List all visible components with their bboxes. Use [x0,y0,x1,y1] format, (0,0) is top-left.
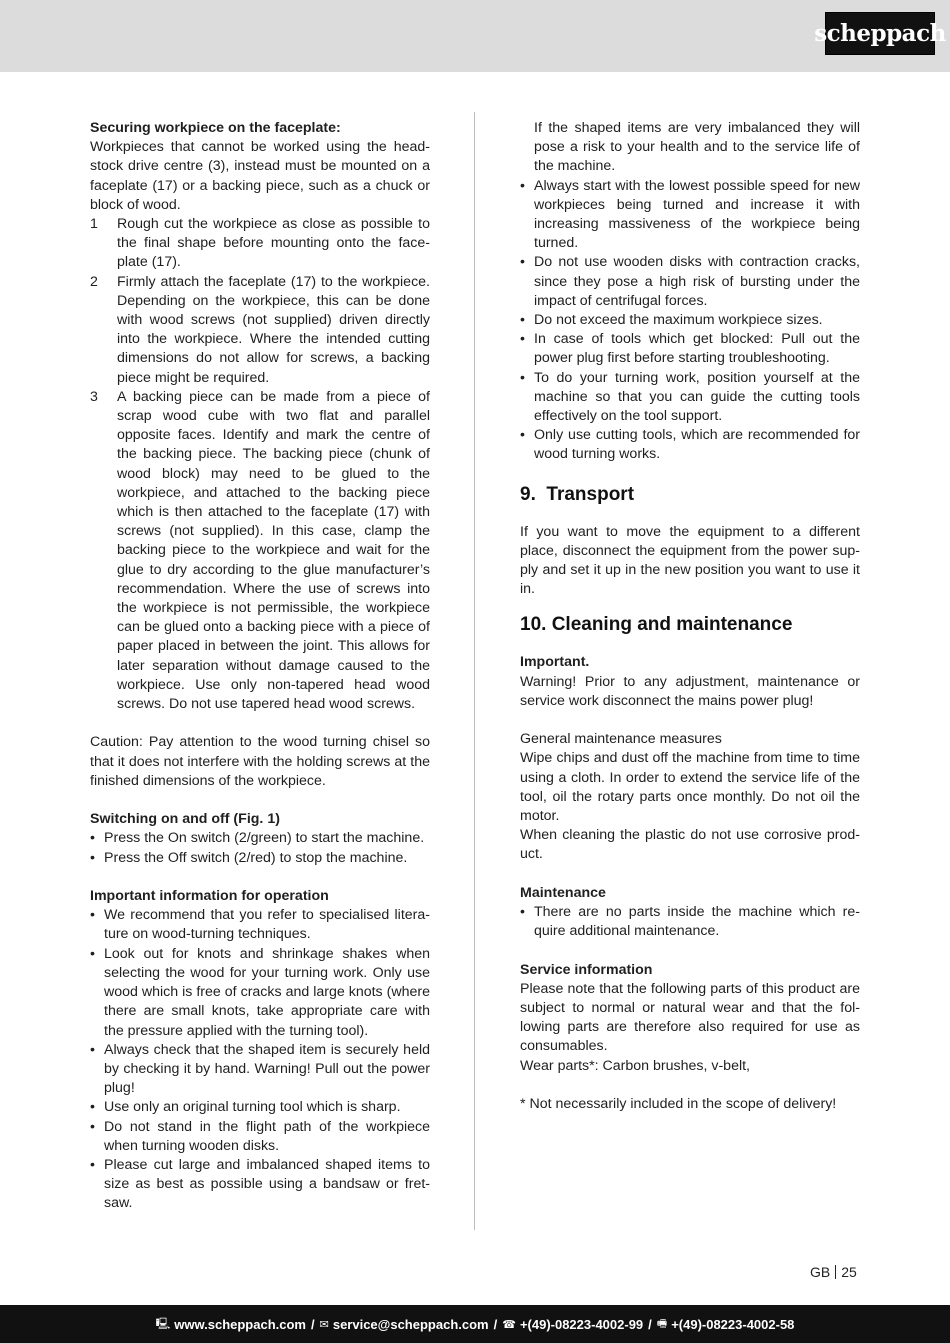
mail-icon: ✉ [319,1317,329,1331]
footer-separator: / [648,1316,652,1332]
important-heading: Important information for operation [90,888,329,905]
caution-text: Caution: Pay attention to the wood turning chisel so that it does not interfere with the holding screws at the finished dimensions of the workpiece. [90,734,430,789]
computer-icon: 🖳 [155,1316,171,1330]
maintenance-heading: Maintenance [520,884,606,901]
list-item: • Do not exceed the maximum workpiece sizes. [520,311,860,330]
general-text: Wipe chips and dust off the machine from time to time using a cloth. In order to extend the service life of the tool, oil the rotary parts once monthly. Do not oil the motor. [520,750,860,825]
switching-heading: Switching on and off (Fig. 1) [90,811,280,828]
securing-intro: Workpieces that cannot be worked using the head-stock drive centre (3), instead must be mounted on a faceplate (17) or a backing piece, such as a chuck or block of wood. [90,139,430,213]
cleaning-title: 10. Cleaning and maintenance [520,614,793,636]
right-column [520,119,860,1114]
warning-text: Warning! Prior to any adjustment, maintenance or service work disconnect the mains power plug! [520,673,860,709]
footer-separator: / [311,1316,315,1332]
list-item: • Look out for knots and shrinkage shakes when selecting the wood for your turning work. Only use wood which is free of cracks and large knots (where there are small knots, take appropriate care with the pressure applied with the turning tool). [90,945,430,1041]
bullet-icon: • [90,1041,95,1058]
page-num: 25 [841,1264,857,1280]
page-lang: GB [810,1264,831,1280]
footer-bar [0,1305,950,1343]
bullet-icon: • [520,177,525,194]
bullet-icon: • [520,312,525,329]
list-item: • To do your turning work, position yourself at the machine so that you can guide the cutting tools effectively on the tool support. [520,369,860,427]
bullet-icon: • [90,849,95,866]
step-number: 2 [90,273,98,290]
bullet-icon: • [520,369,525,386]
list-item [90,388,430,714]
header-bar [0,0,950,72]
footnote-text: * Not necessarily included in the scope of delivery! [520,1096,837,1113]
service-text: Please note that the following parts of this product are subject to normal or natural wear and that the fol-lowing parts are therefore also required for use as consumables. [520,980,860,1055]
list-item: • Please cut large and imbalanced shaped items to size as best as possible using a bandsaw or fret-saw. [90,1156,430,1214]
website-link[interactable]: www.scheppach.com [174,1316,306,1332]
step-number: 1 [90,216,98,233]
list-item [90,215,430,273]
left-column [90,119,430,1214]
bullet-icon: • [520,331,525,348]
page-number [810,1264,857,1280]
list-item: • There are no parts inside the machine which re-quire additional maintenance. [520,903,860,941]
bullet-icon: • [90,830,95,847]
phone-icon: ☎ [502,1317,516,1331]
bullet-icon: • [90,907,95,924]
list-item: • We recommend that you refer to specialised litera-ture on wood-turning techniques. [90,906,430,944]
bullet-icon: • [520,904,525,921]
transport-text: If you want to move the equipment to a different place, disconnect the equipment from the power sup-ply and set it up in the new position you want to use it in. [520,523,860,598]
phone-number: +(49)-08223-4002-99 [519,1316,644,1332]
fax-icon: 🖷 [656,1316,668,1330]
bullet-icon: • [90,1118,95,1135]
email-link[interactable]: service@scheppach.com [332,1316,489,1332]
bullet-icon: • [90,1156,95,1173]
list-item: • In case of tools which get blocked: Pull out the power plug first before starting troubleshooting. [520,330,860,368]
column-divider [474,112,475,1230]
step-text: A backing piece can be made from a piece of scrap wood cube with two flat and parallel opposite faces. Identify and mark the centre of the backing piece. The backing piece (chunk of wood block) may need to be glued to the workpiece, and attached to the backing piece which is then attached to the faceplate (17) with screws (not supplied). In this case, clamp the backing piece to the workpiece and wait for the glue to dry according to the glue manufacturer’s recommendation. Where the use of screws into the workpiece is not permissible, the workpiece can be glued onto a backing piece with a piece of paper placed in between the joint. This allows for later separation without damage caused to the workpiece. Use only non-tapered head wood screws. Do not use tapered head wood screws. [117,388,430,713]
page-separator [835,1265,836,1279]
wear-parts-text: Wear parts*: Carbon brushes, v-belt, [520,1057,750,1074]
bullet-icon: • [90,945,95,962]
scheppach-logo: scheppach [825,12,935,55]
list-item: • Press the Off switch (2/red) to stop the machine. [90,849,430,868]
transport-title: 9. Transport [520,483,635,505]
list-item: • Only use cutting tools, which are recommended for wood turning works. [520,426,860,464]
service-heading: Service information [520,961,653,978]
bullet-icon: • [520,427,525,444]
continued-text: If the shaped items are very imbalanced they will pose a risk to your health and to the service life of the machine. [534,120,860,175]
step-text: Rough cut the workpiece as close as possible to the final shape before mounting onto the face-plate (17). [117,216,430,271]
fax-number: +(49)-08223-4002-58 [671,1316,795,1332]
step-number: 3 [90,388,98,405]
list-item: • Always start with the lowest possible speed for new workpieces being turned and increase it with increasing massiveness of the workpiece being turned. [520,177,860,254]
plastic-text: When cleaning the plastic do not use corrosive prod-uct. [520,827,860,863]
step-text: Firmly attach the faceplate (17) to the workpiece. Depending on the workpiece, this can be done with wood screws (not supplied) driven directly into the workpiece. Where the intended cutting dimensions do not allow for screws, a backing piece might be required. [117,273,430,386]
bullet-icon: • [520,254,525,271]
list-item [90,273,430,388]
list-item: • Do not use wooden disks with contraction cracks, since they pose a high risk of bursting under the impact of centrifugal forces. [520,253,860,311]
footer-separator: / [493,1316,498,1332]
bullet-icon: • [90,1099,95,1116]
list-item: • Always check that the shaped item is securely held by checking it by hand. Warning! Pull out the power plug! [90,1041,430,1099]
list-item: • Press the On switch (2/green) to start the machine. [90,829,430,848]
list-item: • Use only an original turning tool which is sharp. [90,1098,430,1117]
securing-heading: Securing workpiece on the faceplate: [90,120,341,136]
general-label: General maintenance measures [520,731,722,748]
list-item: • Do not stand in the flight path of the workpiece when turning wooden disks. [90,1118,430,1156]
important-label: Important. [520,654,590,671]
